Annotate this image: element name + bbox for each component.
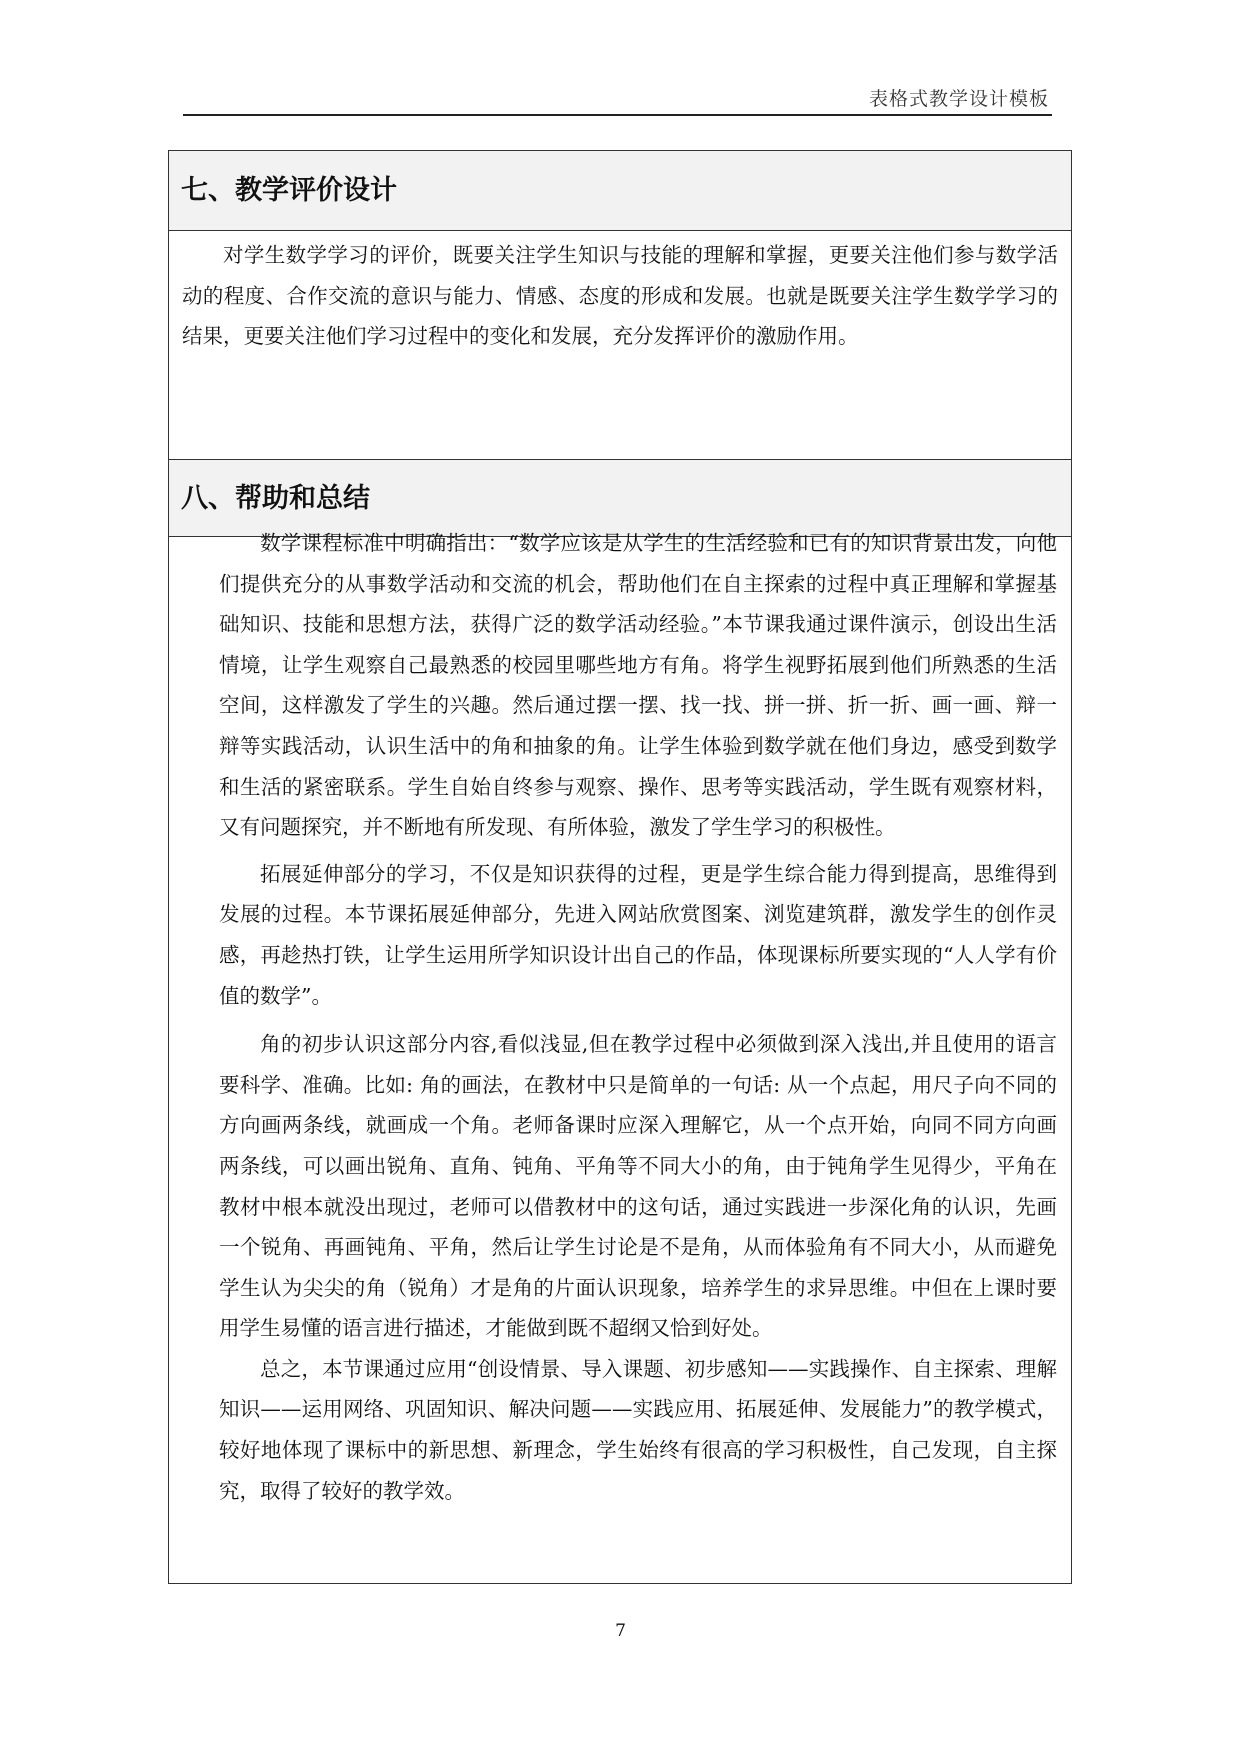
paragraph: 对学生数学学习的评价，既要关注学生知识与技能的理解和掌握，更要关注他们参与数学活动的程度、合作交流的意识与能力、情感、态度的形成和发展。也就是既要关注学生数学学习的结果，更要关注他们学习过程中的变化和发展，充分发挥评价的激励作用。 — [182, 243, 1058, 349]
paragraph: 数学课程标准中明确指出：“数学应该是从学生的生活经验和已有的知识背景出发，向他们提供充分的从事数学活动和交流的机会，帮助他们在自主探索的过程中真正理解和掌握基础知识、技能和思想方法，获得广泛的数学活动经验。”本节课我通过课件演示，创设出生活情境，让学生观察自己最熟悉的校园里哪些地方有角。将学生视野拓展到他们所熟悉的生活空间，这样激发了学生的兴趣。然后通过摆一摆、找一找、拼一拼、折一折、画一画、辩一辩等实践活动，认识生活中的角和抽象的角。让学生体验到数学就在他们身边，感受到数学和生活的紧密联系。学生自始自终参与观察、操作、思考等实践活动，学生既有观察材料，又有问题探究，并不断地有所发现、有所体验，激发了学生学习的积极性。 — [219, 531, 1057, 840]
paragraph: 拓展延伸部分的学习，不仅是知识获得的过程，更是学生综合能力得到提高，思维得到发展的过程。本节课拓展延伸部分，先进入网站欣赏图案、浏览建筑群，激发学生的创作灵感，再趁热打铁，让学生运用所学知识设计出自己的作品，体现课标所要实现的“人人学有价值的数学”。 — [219, 861, 1057, 1008]
paragraph: 角的初步认识这部分内容,看似浅显,但在教学过程中必须做到深入浅出,并且使用的语言要科学、准确。比如: 角的画法，在教材中只是简单的一句话: 从一个点起，用尺子向不同的方向画两条线，就画成一个角。老师备课时应深入理解它，从一个点开始，向同不同方向画两条线，可以画出锐角、直角、钝角、平角等不同大小的角，由于钝角学生见得少，平角在教材中根本就没出现过，老师可以借教材中的这句话，通过实践进一步深化角的认识，先画一个锐角、再画钝角、平角，然后让学生讨论是不是角，从而体验角有不同大小，从而避免学生认为尖尖的角（锐角）才是角的片面认识现象，培养学生的求异思维。中但在上课时要用学生易懂的语言进行描述，才能做到既不超纲又恰到好处。 — [219, 1032, 1057, 1341]
page-number: 7 — [615, 1621, 626, 1641]
section-body-evaluation — [182, 235, 1058, 357]
section-body-summary — [219, 523, 1057, 1511]
section-heading-summary: 八、帮助和总结 — [169, 459, 1071, 537]
paragraph: 总之，本节课通过应用“创设情景、导入课题、初步感知——实践操作、自主探索、理解知识——运用网络、巩固知识、解决问题——实践应用、拓展延伸、发展能力”的教学模式，较好地体现了课标中的新思想、新理念，学生始终有很高的学习积极性，自己发现，自主探究，取得了较好的教学效。 — [219, 1356, 1057, 1503]
section-heading-evaluation: 七、教学评价设计 — [169, 151, 1071, 231]
header-title: 表格式教学设计模板 — [868, 88, 1049, 110]
design-table — [168, 150, 1072, 1584]
header-rule — [183, 114, 1052, 116]
